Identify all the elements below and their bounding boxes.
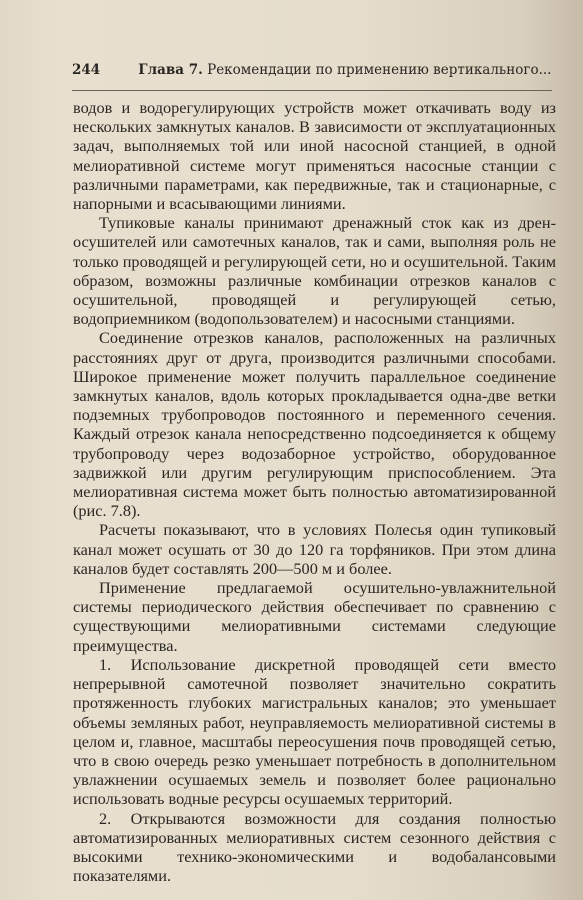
paragraph-advantage-2: 2. Открываются возможности для создания полностью автоматизированных мелиоративных систем сезонного действия с высокими технико-экономическими и водобалансовыми показателями. — [73, 808, 556, 886]
running-header — [72, 62, 562, 78]
paragraph-continued: водов и водорегулирующих устройств может откачивать воду из нескольких замкнутых каналов. В зависимости от эксплуатационных задач, выполняемых той или иной насосной станцией, в одной мелиоративной системе могут применяться насосные станции с различными параметрами, как передвижные, так и стационарные, с напорными и всасывающими линиями. — [73, 98, 556, 214]
paragraph-advantages-intro: Применение предлагаемой осушительно-увлажнительной системы периодического действия обеспечивает по сравнению с существующими мелиоративными системами следующие преимущества. — [73, 578, 556, 655]
paragraph-dead-end-channels: Тупиковые каналы принимают дренажный сток как из дрен-осушителей или самотечных каналов, так и сами, выполняя роль не только проводящей и регулирующей сети, но и осушительной. Таким образом, возможны различные комбинации отрезков каналов с осушительной, проводящей и регулирующей сетью, водоприемником (водопользователем) и насосными станциями. — [73, 213, 556, 329]
header-divider — [72, 90, 552, 91]
paragraph-calculations: Расчеты показывают, что в условиях Полесья один тупиковый канал может осушать от 30 до 120 га торфяников. При этом длина каналов будет составлять 200—500 м и более. — [73, 520, 556, 578]
paragraph-advantage-1: 1. Использование дискретной проводящей сети вместо непрерывной самотечной позволяет значительно сократить протяженность глубоких магистральных каналов; это уменьшает объемы земляных работ, неуправляемость мелиоративной системы в целом и, главное, масштабы переосушения почв проводящей сетью, что в свою очередь резко уменьшает потребность в дополнительном увлажнении осушаемых земель и позволяет более рационально использовать водные ресурсы осушаемых территорий. — [73, 654, 556, 809]
paragraph-channel-connection: Соединение отрезков каналов, расположенных на различных расстояниях друг от друга, производится различными способами. Широкое применение может получить параллельное соединение замкнутых каналов, вдоль которых прокладывается одна-две ветки подземных трубопроводов постоянного и переменного сечения. Каждый отрезок канала непосредственно подсоединяется к общему трубопроводу через водозаборное устройство, оборудованное задвижкой или другим регулирующим приспособлением. Эта мелиоративная система может быть полностью автоматизированной (рис. 7.8). — [73, 328, 556, 521]
page-number: 244 — [72, 62, 101, 78]
chapter-title: Рекомендации по применению вертикального... — [207, 62, 552, 78]
chapter-label: Глава 7. — [138, 62, 203, 78]
body-text — [73, 98, 556, 885]
